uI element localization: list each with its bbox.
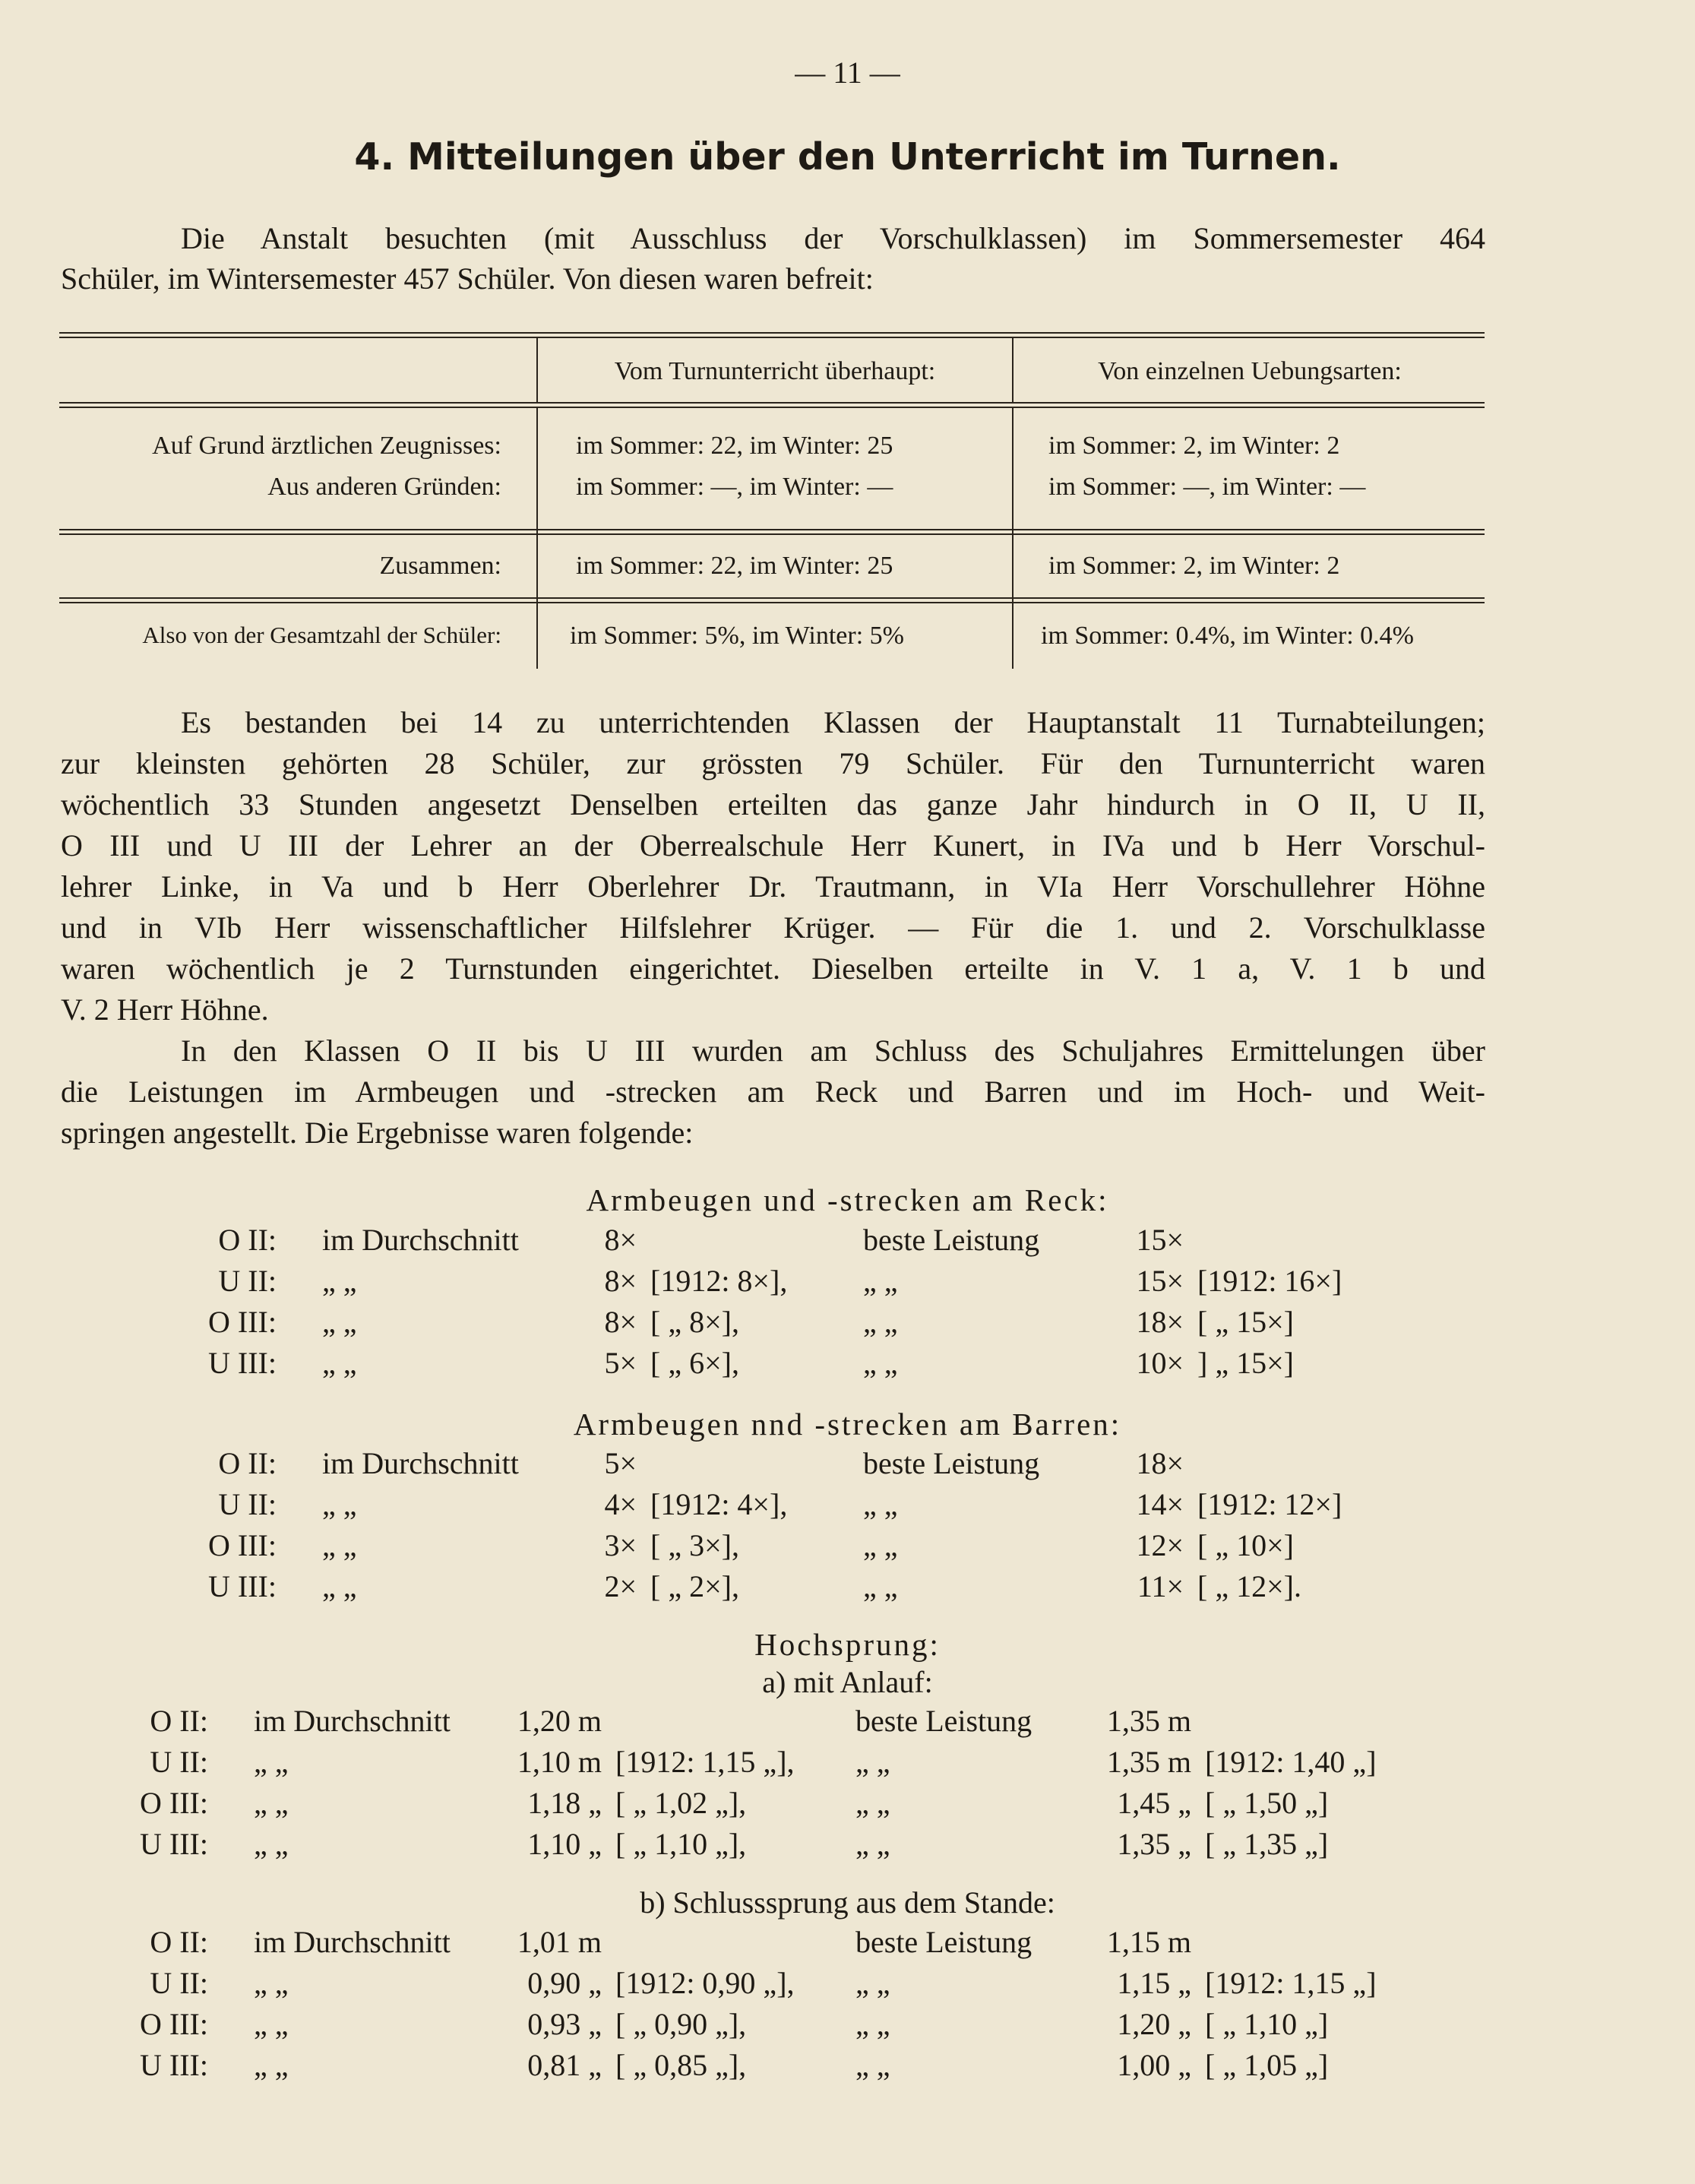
hochsprung-subtitle-b: b) Schlusssprung aus dem Stande: bbox=[640, 1885, 1055, 1920]
result-cls: U II: bbox=[150, 1966, 208, 2000]
result-best_lbl: „ „ bbox=[863, 1305, 898, 1339]
p2-line-1: Es bestanden bei 14 zu unterrichtenden Klassen der Hauptanstalt 11 Turnabteilungen; bbox=[181, 705, 1485, 739]
result-cls: O III: bbox=[140, 2007, 208, 2041]
result-prev: [ „ 0,85 „], bbox=[615, 2048, 747, 2082]
result-best: 1,35 m bbox=[1106, 1745, 1191, 1779]
p3-line-3: springen angestellt. Die Ergebnisse waren folgende: bbox=[61, 1116, 694, 1150]
result-best: 15× bbox=[1136, 1264, 1184, 1298]
result-best_lbl: „ „ bbox=[863, 1487, 898, 1521]
result-bprev: [ „ 15×] bbox=[1197, 1305, 1294, 1339]
result-avg: 4× bbox=[604, 1487, 637, 1521]
result-bprev: [ „ 1,05 „] bbox=[1205, 2048, 1329, 2082]
result-avg: 5× bbox=[604, 1446, 637, 1480]
result-best: 1,20 „ bbox=[1117, 2007, 1191, 2041]
hochsprung-subtitle-a: a) mit Anlauf: bbox=[762, 1665, 933, 1699]
result-lbl: „ „ bbox=[254, 1786, 289, 1820]
result-best: 14× bbox=[1136, 1487, 1184, 1521]
result-cls: O III: bbox=[208, 1305, 277, 1339]
result-prev: [ „ 3×], bbox=[650, 1528, 739, 1562]
result-best: 1,45 „ bbox=[1117, 1786, 1191, 1820]
result-bprev: [ „ 1,35 „] bbox=[1205, 1827, 1329, 1861]
section-heading: 4. Mitteilungen über den Unterricht im Turnen. bbox=[354, 135, 1341, 179]
result-lbl: „ „ bbox=[254, 1827, 289, 1861]
result-avg: 2× bbox=[604, 1569, 637, 1603]
result-avg: 8× bbox=[604, 1305, 637, 1339]
result-cls: O II: bbox=[218, 1446, 277, 1480]
result-best_lbl: „ „ bbox=[855, 1827, 890, 1861]
result-cls: U II: bbox=[218, 1264, 277, 1298]
result-cls: O II: bbox=[150, 1704, 208, 1738]
result-avg: 0,90 „ bbox=[527, 1966, 602, 2000]
result-lbl: „ „ bbox=[254, 2048, 289, 2082]
result-prev: [1912: 4×], bbox=[650, 1487, 788, 1521]
intro-line-1: Die Anstalt besuchten (mit Ausschluss der Vorschulklassen) im Sommersemester 464 bbox=[181, 221, 1485, 255]
result-cls: U III: bbox=[140, 1827, 208, 1861]
row-percent-overall: im Sommer: 5%, im Winter: 5% bbox=[570, 622, 904, 650]
result-best: 1,35 „ bbox=[1117, 1827, 1191, 1861]
p3-line-1: In den Klassen O II bis U III wurden am Schluss des Schuljahres Ermittelungen über bbox=[181, 1033, 1485, 1068]
result-bprev: [1912: 1,15 „] bbox=[1205, 1966, 1377, 2000]
result-prev: [1912: 1,15 „], bbox=[615, 1745, 795, 1779]
row-other-overall: im Sommer: —, im Winter: — bbox=[576, 473, 893, 501]
result-best: 12× bbox=[1136, 1528, 1184, 1562]
p2-line-4: O III und U III der Lehrer an der Oberrealschule Herr Kunert, in IVa und b Herr Vorschul- bbox=[61, 828, 1485, 863]
result-bprev: [ „ 1,50 „] bbox=[1205, 1786, 1329, 1820]
result-best: 11× bbox=[1137, 1569, 1184, 1603]
result-avg: 1,10 „ bbox=[527, 1827, 602, 1861]
p2-line-3: wöchentlich 33 Stunden angesetzt Denselben erteilten das ganze Jahr hindurch in O II, U II, bbox=[61, 787, 1485, 821]
result-avg: 1,10 m bbox=[517, 1745, 602, 1779]
result-lbl: „ „ bbox=[322, 1346, 357, 1380]
row-label-other: Aus anderen Gründen: bbox=[267, 473, 501, 501]
col-header-overall: Vom Turnunterricht überhaupt: bbox=[614, 357, 936, 385]
result-prev: [ „ 2×], bbox=[650, 1569, 739, 1603]
result-prev: [ „ 6×], bbox=[650, 1346, 739, 1380]
result-best_lbl: „ „ bbox=[855, 1786, 890, 1820]
result-best_lbl: „ „ bbox=[855, 1745, 890, 1779]
result-prev: [ „ 1,10 „], bbox=[615, 1827, 747, 1861]
result-bprev: [ „ 10×] bbox=[1197, 1528, 1294, 1562]
result-bprev: [1912: 16×] bbox=[1197, 1264, 1342, 1298]
result-best_lbl: „ „ bbox=[863, 1346, 898, 1380]
result-best: 18× bbox=[1136, 1446, 1184, 1480]
row-total-overall: im Sommer: 22, im Winter: 25 bbox=[576, 552, 893, 580]
row-label-percent: Also von der Gesamtzahl der Schüler: bbox=[142, 622, 501, 648]
result-lbl: „ „ bbox=[254, 1966, 289, 2000]
p2-line-5: lehrer Linke, in Va und b Herr Oberlehrer Dr. Trautmann, in VIa Herr Vorschullehrer Höhne bbox=[61, 869, 1485, 904]
result-avg: 8× bbox=[604, 1223, 637, 1257]
result-avg: 1,18 „ bbox=[527, 1786, 602, 1820]
result-best_lbl: beste Leistung bbox=[863, 1223, 1040, 1257]
result-best: 1,15 m bbox=[1106, 1925, 1191, 1959]
row-label-total: Zusammen: bbox=[379, 552, 501, 580]
result-best: 1,35 m bbox=[1106, 1704, 1191, 1738]
result-lbl: „ „ bbox=[254, 2007, 289, 2041]
result-bprev: [ „ 1,10 „] bbox=[1205, 2007, 1329, 2041]
result-lbl: „ „ bbox=[322, 1487, 357, 1521]
intro-line-2: Schüler, im Wintersemester 457 Schüler. Von diesen waren befreit: bbox=[61, 261, 874, 296]
result-cls: U II: bbox=[218, 1487, 277, 1521]
result-best_lbl: beste Leistung bbox=[855, 1704, 1032, 1738]
result-lbl: „ „ bbox=[322, 1569, 357, 1603]
result-lbl: „ „ bbox=[322, 1264, 357, 1298]
result-best_lbl: beste Leistung bbox=[855, 1925, 1032, 1959]
result-avg: 1,20 m bbox=[517, 1704, 602, 1738]
result-lbl: im Durchschnitt bbox=[322, 1223, 519, 1257]
result-best_lbl: „ „ bbox=[863, 1569, 898, 1603]
p2-line-8: V. 2 Herr Höhne. bbox=[61, 992, 269, 1027]
p3-line-2: die Leistungen im Armbeugen und -strecken am Reck und Barren und im Hoch- und Weit- bbox=[61, 1075, 1485, 1109]
result-best: 1,00 „ bbox=[1117, 2048, 1191, 2082]
row-medical-partial: im Sommer: 2, im Winter: 2 bbox=[1048, 432, 1340, 460]
col-header-partial: Von einzelnen Uebungsarten: bbox=[1098, 357, 1402, 385]
result-bprev: [ „ 12×]. bbox=[1197, 1569, 1301, 1603]
result-best_lbl: „ „ bbox=[855, 2048, 890, 2082]
result-best_lbl: „ „ bbox=[863, 1528, 898, 1562]
result-avg: 3× bbox=[604, 1528, 637, 1562]
result-cls: U III: bbox=[140, 2048, 208, 2082]
row-medical-overall: im Sommer: 22, im Winter: 25 bbox=[576, 432, 893, 460]
result-cls: O II: bbox=[218, 1223, 277, 1257]
row-label-medical: Auf Grund ärztlichen Zeugnisses: bbox=[152, 432, 501, 460]
result-lbl: „ „ bbox=[322, 1528, 357, 1562]
result-avg: 5× bbox=[604, 1346, 637, 1380]
result-cls: O II: bbox=[150, 1925, 208, 1959]
result-cls: U III: bbox=[208, 1346, 277, 1380]
row-other-partial: im Sommer: —, im Winter: — bbox=[1048, 473, 1366, 501]
result-best: 10× bbox=[1136, 1346, 1184, 1380]
barren-title: Armbeugen nnd -strecken am Barren: bbox=[573, 1407, 1122, 1442]
result-best: 1,15 „ bbox=[1117, 1966, 1191, 2000]
p2-line-2: zur kleinsten gehörten 28 Schüler, zur grössten 79 Schüler. Für den Turnunterricht waren bbox=[61, 746, 1485, 780]
result-cls: O III: bbox=[208, 1528, 277, 1562]
result-bprev: [1912: 1,40 „] bbox=[1205, 1745, 1377, 1779]
result-best_lbl: beste Leistung bbox=[863, 1446, 1040, 1480]
result-lbl: „ „ bbox=[322, 1305, 357, 1339]
result-best: 15× bbox=[1136, 1223, 1184, 1257]
result-lbl: im Durchschnitt bbox=[254, 1704, 451, 1738]
result-prev: [ „ 1,02 „], bbox=[615, 1786, 747, 1820]
p2-line-6: und in VIb Herr wissenschaftlicher Hilfslehrer Krüger. — Für die 1. und 2. Vorschulklasse bbox=[61, 910, 1485, 945]
result-best_lbl: „ „ bbox=[855, 2007, 890, 2041]
result-avg: 0,81 „ bbox=[527, 2048, 602, 2082]
result-cls: U II: bbox=[150, 1745, 208, 1779]
result-cls: O III: bbox=[140, 1786, 208, 1820]
result-prev: [1912: 8×], bbox=[650, 1264, 788, 1298]
result-bprev: [1912: 12×] bbox=[1197, 1487, 1342, 1521]
p2-line-7: waren wöchentlich je 2 Turnstunden eingerichtet. Dieselben erteilte in V. 1 a, V. 1 b und bbox=[61, 951, 1485, 986]
result-prev: [ „ 8×], bbox=[650, 1305, 739, 1339]
result-avg: 1,01 m bbox=[517, 1925, 602, 1959]
result-avg: 8× bbox=[604, 1264, 637, 1298]
result-best: 18× bbox=[1136, 1305, 1184, 1339]
result-prev: [1912: 0,90 „], bbox=[615, 1966, 795, 2000]
result-cls: U III: bbox=[208, 1569, 277, 1603]
result-lbl: im Durchschnitt bbox=[254, 1925, 451, 1959]
page-number: — 11 — bbox=[795, 55, 900, 90]
hochsprung-title: Hochsprung: bbox=[754, 1627, 941, 1662]
result-lbl: im Durchschnitt bbox=[322, 1446, 519, 1480]
result-avg: 0,93 „ bbox=[527, 2007, 602, 2041]
result-prev: [ „ 0,90 „], bbox=[615, 2007, 747, 2041]
reck-title: Armbeugen und -strecken am Reck: bbox=[586, 1182, 1109, 1217]
row-percent-partial: im Sommer: 0.4%, im Winter: 0.4% bbox=[1041, 622, 1414, 650]
result-best_lbl: „ „ bbox=[855, 1966, 890, 2000]
result-bprev: ] „ 15×] bbox=[1197, 1346, 1294, 1380]
result-lbl: „ „ bbox=[254, 1745, 289, 1779]
row-total-partial: im Sommer: 2, im Winter: 2 bbox=[1048, 552, 1340, 580]
result-best_lbl: „ „ bbox=[863, 1264, 898, 1298]
